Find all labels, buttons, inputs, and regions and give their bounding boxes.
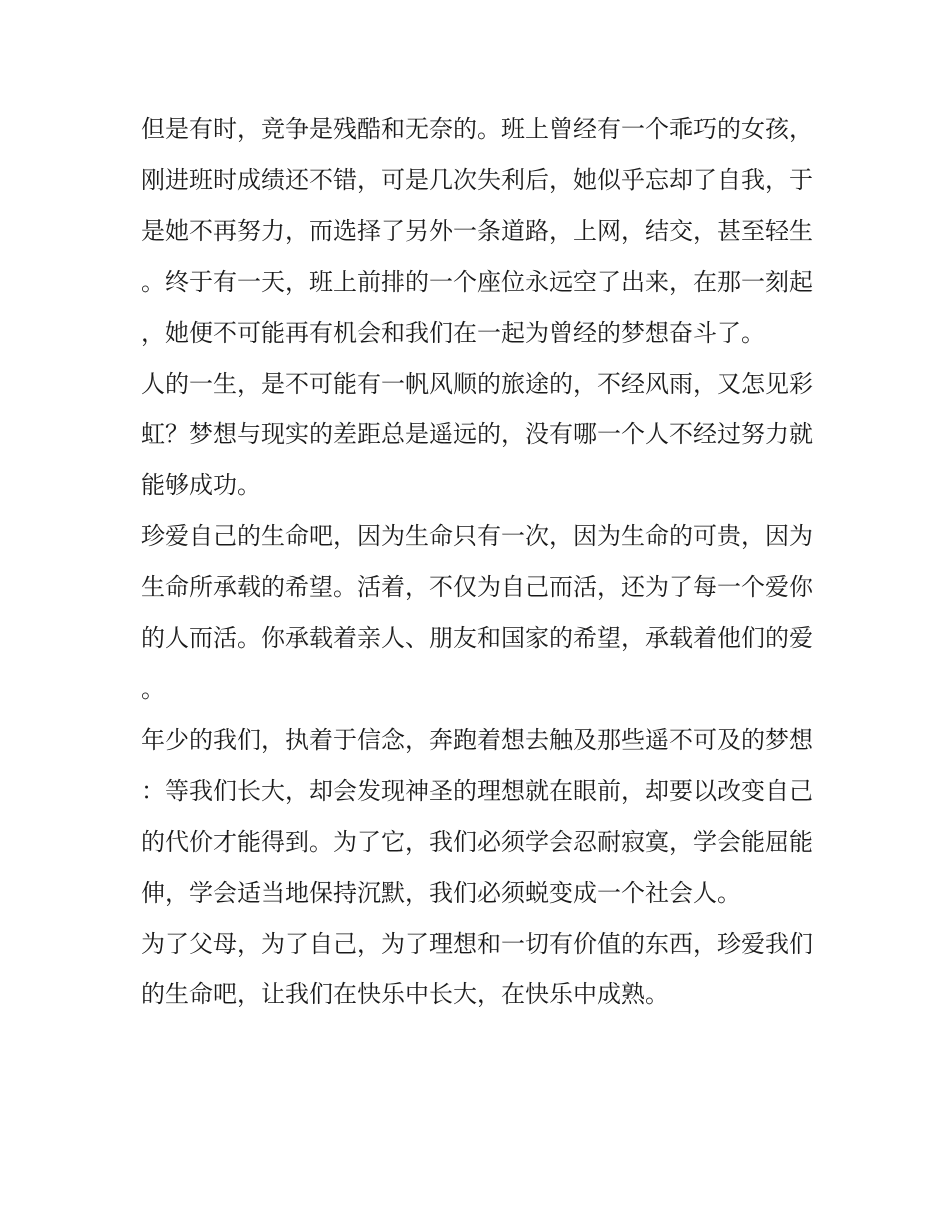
paragraph-4: 年少的我们，执着于信念，奔跑着想去触及那些遥不可及的梦想：等我们长大，却会发现神圣的理想就在眼前，却要以改变自己的代价才能得到。为了它，我们必须学会忍耐寂寞，学会能屈能伸，学会适当地保持沉默，我们必须蜕变成一个社会人。	[141, 725, 813, 907]
paragraph-5: 为了父母，为了自己，为了理想和一切有价值的东西，珍爱我们的生命吧，让我们在快乐中长大，在快乐中成熟。	[141, 929, 813, 1009]
paragraph-2: 人的一生，是不可能有一帆风顺的旅途的，不经风雨，又怎见彩虹？梦想与现实的差距总是遥远的，没有哪一个人不经过努力就能够成功。	[141, 369, 813, 500]
document-body	[141, 104, 813, 1020]
paragraph-3: 珍爱自己的生命吧，因为生命只有一次，因为生命的可贵，因为生命所承载的希望。活着，不仅为自己而活，还为了每一个爱你的人而活。你承载着亲人、朋友和国家的希望，承载着他们的爱。	[141, 522, 813, 703]
paragraph-1: 但是有时，竞争是残酷和无奈的。班上曾经有一个乖巧的女孩，刚进班时成绩还不错，可是几次失利后，她似乎忘却了自我，于是她不再努力，而选择了另外一条道路，上网，结交，甚至轻生。终于有一天，班上前排的一个座位永远空了出来，在那一刻起，她便不可能再有机会和我们在一起为曾经的梦想奋斗了。	[141, 115, 813, 347]
